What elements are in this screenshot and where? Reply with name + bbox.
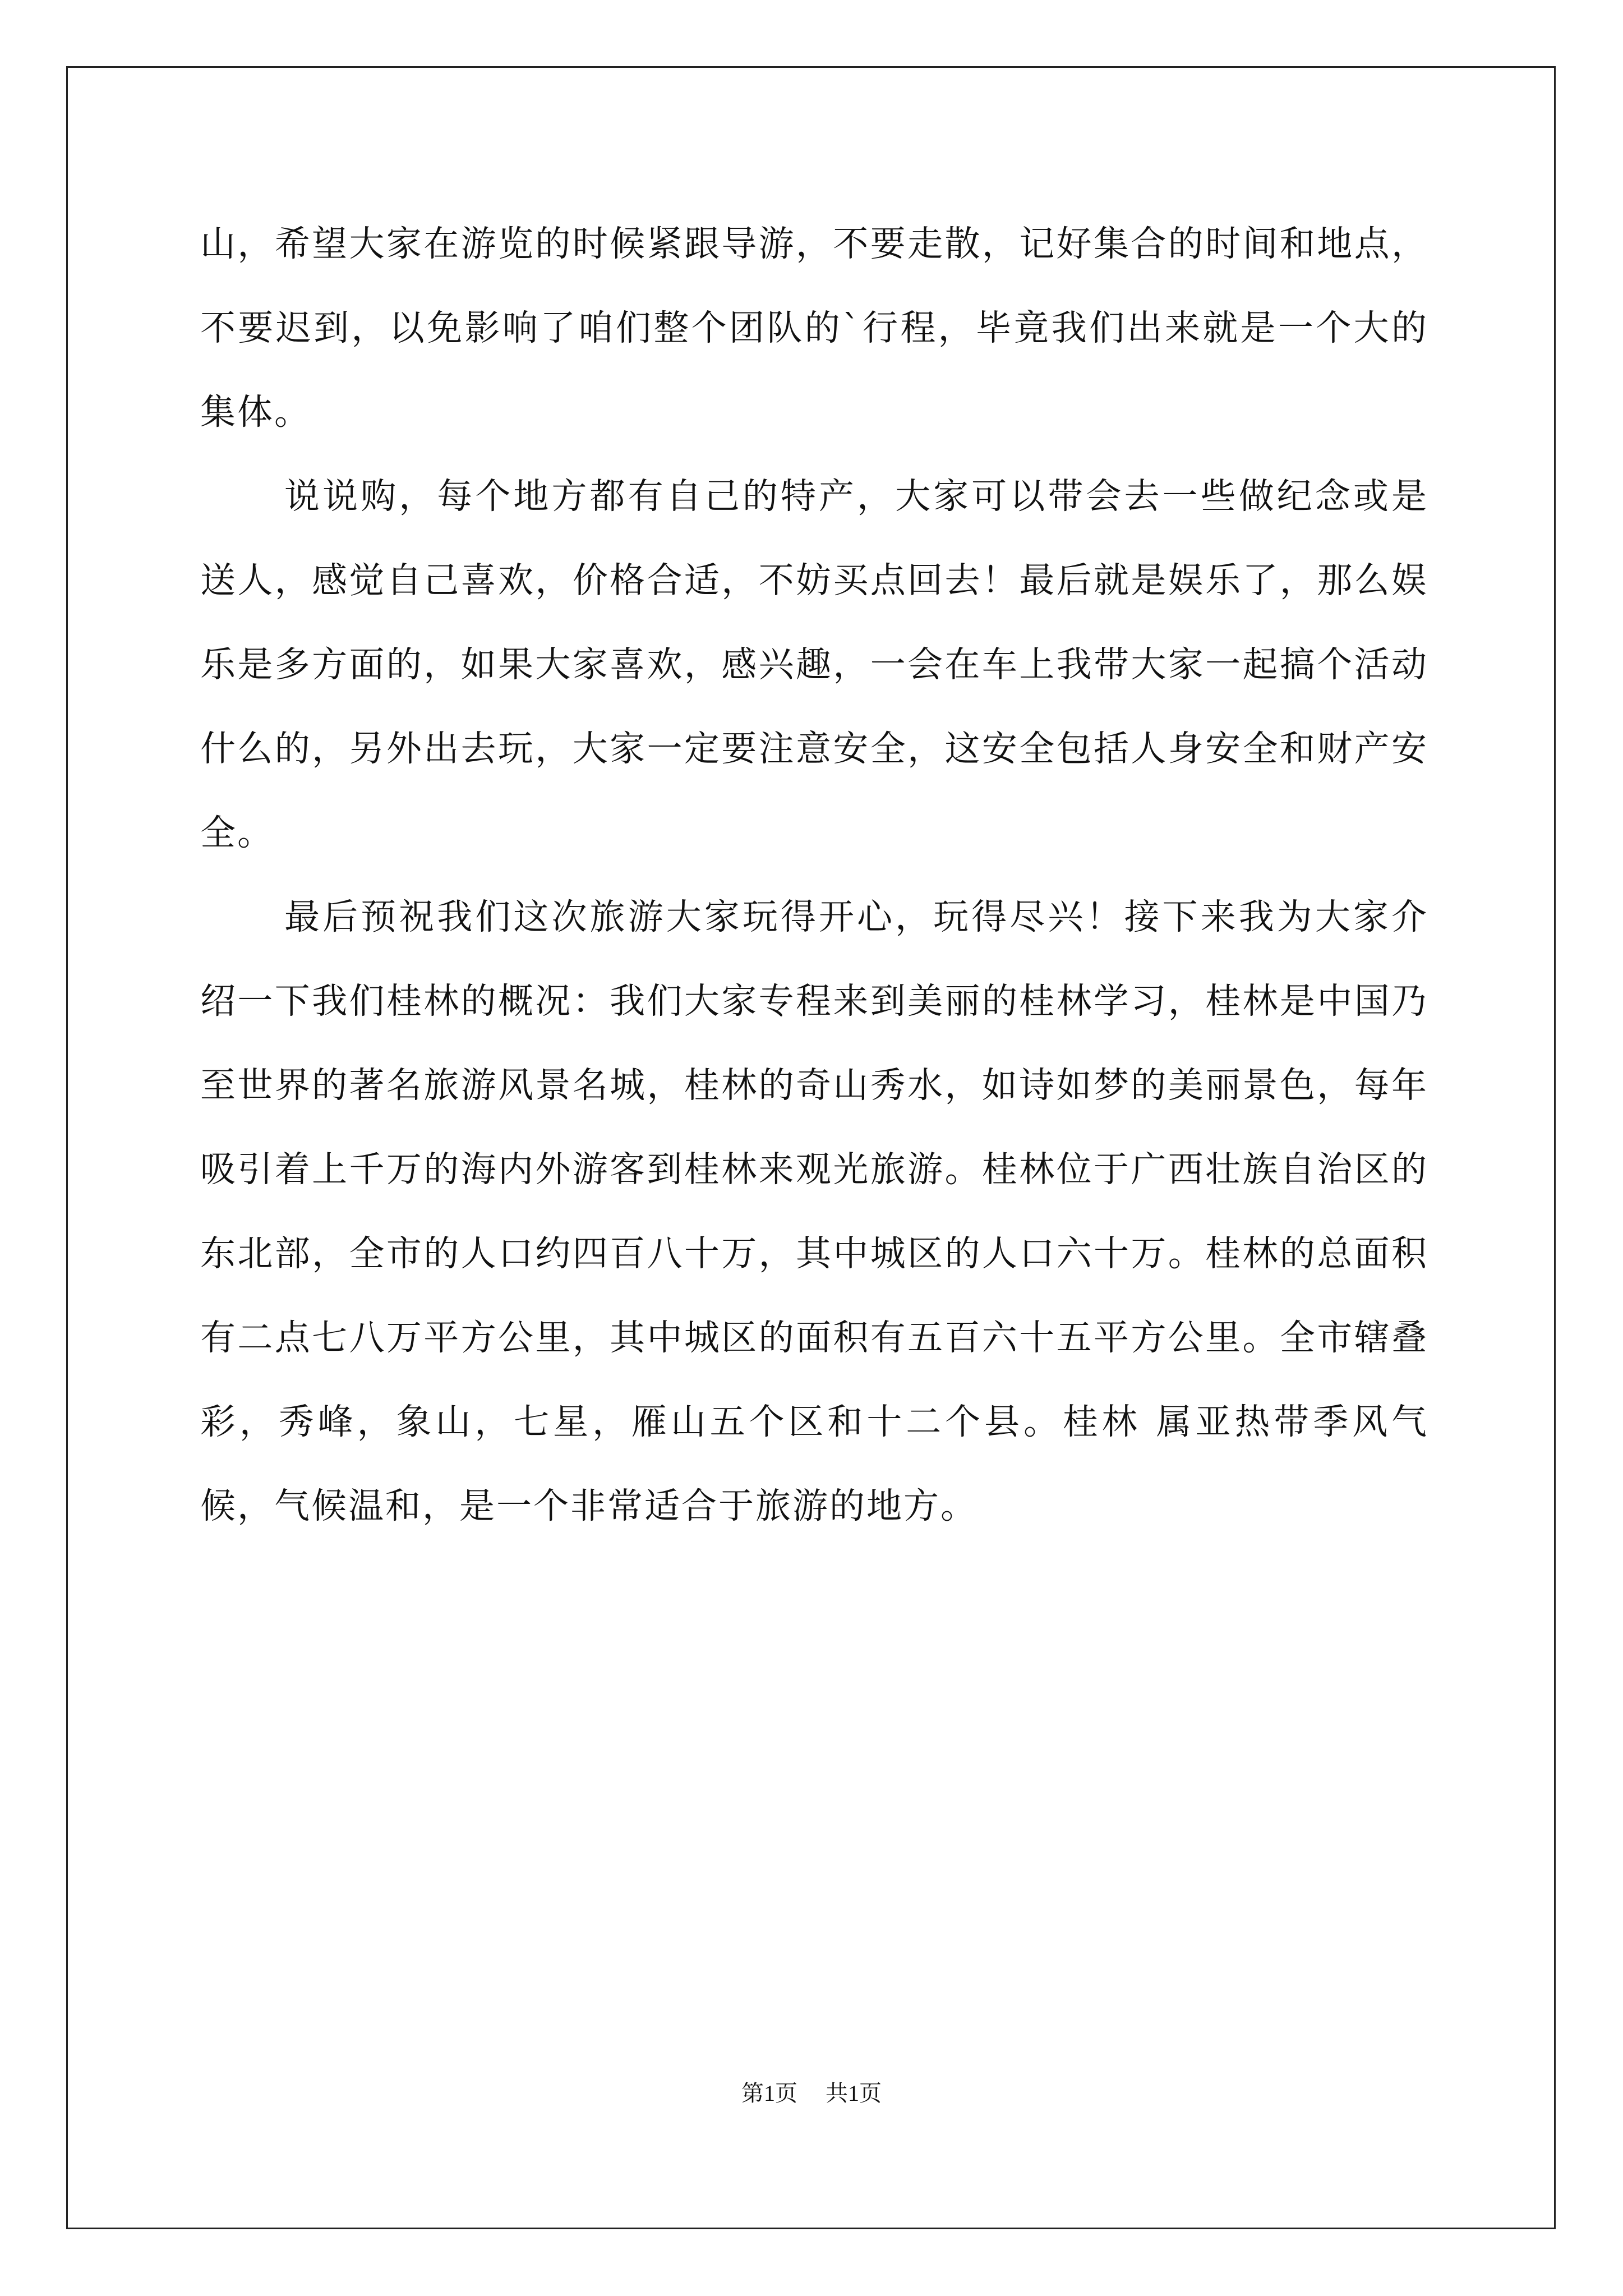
document-body (200, 202, 1428, 1548)
paragraph-1: 山，希望大家在游览的时候紧跟导游，不要走散，记好集合的时间和地点，不要迟到，以免影响了咱们整个团队的`行程，毕竟我们出来就是一个大的集体。 (200, 223, 1428, 432)
paragraph-3: 最后预祝我们这次旅游大家玩得开心，玩得尽兴！接下来我为大家介绍一下我们桂林的概况：我们大家专程来到美丽的桂林学习，桂林是中国乃至世界的著名旅游风景名城，桂林的奇山秀水，如诗如梦的美丽景色，每年吸引着上千万的海内外游客到桂林来观光旅游。桂林位于广西壮族自治区的东北部，全市的人口约四百八十万，其中城区的人口六十万。桂林的总面积有二点七八万平方公里，其中城区的面积有五百六十五平方公里。全市辖叠彩，秀峰，象山，七星，雁山五个区和十二个县。桂林 属亚热带季风气候，气候温和，是一个非常适合于旅游的地方。 (200, 896, 1428, 1526)
page-footer (0, 2076, 1623, 2108)
page-total: 共1页 (826, 2081, 882, 2106)
paragraph-2: 说说购，每个地方都有自己的特产，大家可以带会去一些做纪念或是送人，感觉自己喜欢，价格合适，不妨买点回去！最后就是娱乐了，那么娱乐是多方面的，如果大家喜欢，感兴趣，一会在车上我带大家一起搞个活动什么的，另外出去玩，大家一定要注意安全，这安全包括人身安全和财产安全。 (200, 476, 1428, 853)
page-number: 第1页 (741, 2081, 797, 2106)
